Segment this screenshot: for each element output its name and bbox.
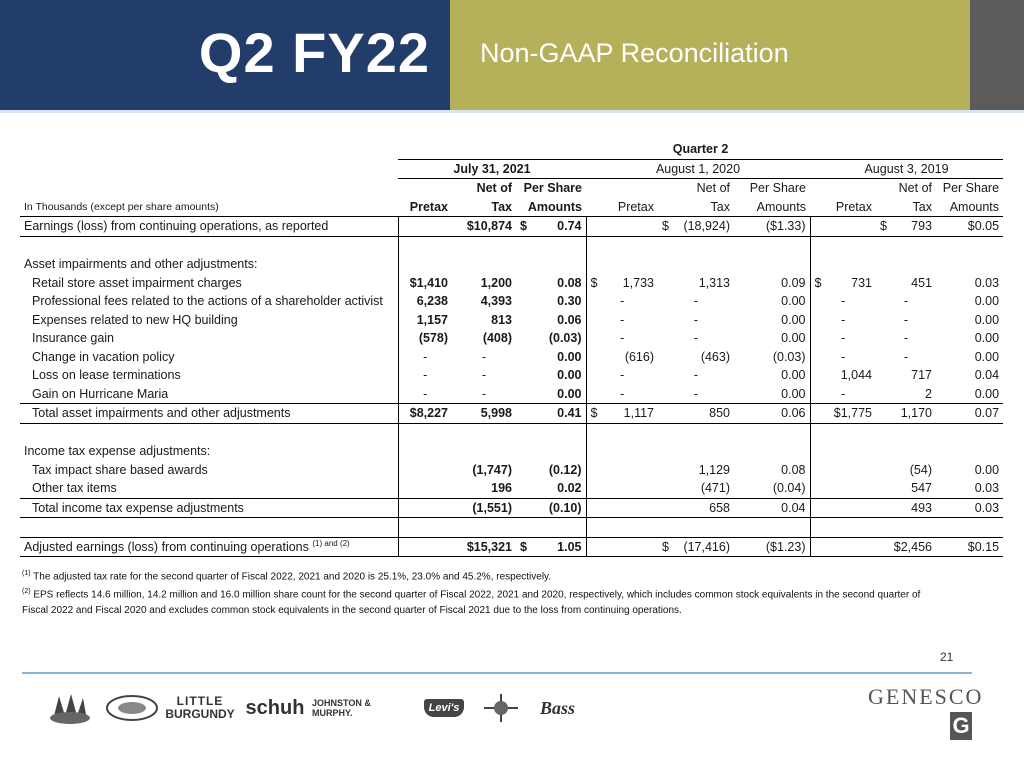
cell: 717 [911,368,932,383]
row-earnings [20,217,1003,237]
cell: $10,874 [452,217,516,237]
cell: - [810,348,876,367]
cell: $ (18,924) [658,217,734,237]
cell: 0.03 [974,275,1000,290]
cell: 0.00 [781,312,806,327]
little-burgundy-logo: LITTLE BURGUNDY [165,694,235,721]
dockers-logo [478,690,524,726]
cell: 1,129 [698,462,730,477]
period-2020: August 1, 2020 [586,159,810,179]
cell [398,461,452,480]
cell: 1,200 [480,275,512,290]
row-tax-header [20,442,1003,461]
cell: - [903,331,909,346]
cell: - [903,349,909,364]
cell: 813 [491,312,512,327]
cell: - [481,368,487,383]
cell: - [481,349,487,364]
net-of-header: Net of [876,179,936,198]
cell: - [810,329,876,348]
tax-header: Tax [710,199,730,214]
net-of-header: Net of [452,179,516,198]
cell [810,498,876,518]
footnote-ref: (1) and (2) [312,539,350,549]
cell [810,479,876,498]
cell: (471) [700,481,730,496]
reconciliation-table [20,140,1003,557]
cell [398,479,452,498]
cell: (0.04) [772,481,806,496]
cell: - [481,386,487,401]
cell [586,498,658,518]
period-2019: August 3, 2019 [810,159,1003,179]
per-share-header: Per Share [516,179,586,198]
journeys-logo [45,690,95,726]
amounts-header: Amounts [756,199,806,214]
cell [398,537,452,557]
pretax-header: Pretax [617,199,654,214]
cell: 196 [491,481,512,496]
cell: 1,157 [398,311,452,330]
row-professional [20,292,1003,311]
cell: 0.03 [936,498,1003,518]
cell: 0.06 [557,312,582,327]
cell: - [586,366,658,385]
cell: 2 [925,386,932,401]
cell: - [586,311,658,330]
cell: 0.00 [974,462,1000,477]
cell: - [398,385,452,404]
little-burgundy-kids-logo [105,690,160,726]
pretax-header: Pretax [409,199,448,214]
cell: - [693,368,699,383]
cell: - [810,385,876,404]
slide-title: Q2 FY22 [198,21,430,84]
row-adjusted [20,537,1003,557]
cell: (463) [700,349,730,364]
row-label: Change in vacation policy [32,349,175,364]
cell: - [693,386,699,401]
row-lease [20,366,1003,385]
cell [586,479,658,498]
cell: 0.00 [781,386,806,401]
period-2021: July 31, 2021 [398,159,586,179]
row-label: Income tax expense adjustments: [24,444,211,459]
dollar-sign: $ [520,219,527,234]
cell: 0.00 [557,368,582,383]
cell: $ 0.74 [516,217,586,237]
cell: $0.05 [936,217,1003,237]
cell: 0.08 [557,275,582,290]
cell: 493 [876,498,936,518]
cell: - [586,329,658,348]
cell: (616) [586,348,658,367]
footer-divider [22,672,972,674]
cell: (0.12) [548,462,582,477]
col-header-row-2 [20,198,1003,217]
per-share-header: Per Share [936,179,1003,198]
dollar-sign: $ [590,275,598,290]
cell: (408) [482,331,512,346]
per-share-header: Per Share [734,179,810,198]
dollar-sign: $ [662,539,669,554]
row-other-tax [20,479,1003,498]
cell: 0.00 [781,368,806,383]
cell: 451 [911,275,932,290]
cell: 0.00 [557,349,582,364]
cell: 1,044 [810,366,876,385]
cell: $1,410 [398,274,452,293]
cell: ($1.33) [734,217,810,237]
row-hq [20,311,1003,330]
row-blank [20,236,1003,255]
period-row [20,159,1003,179]
row-tax-share [20,461,1003,480]
cell: 547 [911,481,932,496]
cell: 0.00 [974,312,1000,327]
row-label: Insurance gain [32,331,115,346]
levis-logo: Levi's [420,690,468,726]
cell: (0.03) [548,331,582,346]
row-label: Tax impact share based awards [32,462,208,477]
row-total-tax [20,498,1003,518]
header-divider [0,110,1024,113]
quarter-label: Quarter 2 [672,142,729,157]
footnote-2-cont: Fiscal 2022 and Fiscal 2020 and excludes common stock equivalents in the second quarter of Fiscal 2021 due to the loss from continuing operations. [22,605,682,616]
cell: 4,393 [480,294,512,309]
row-label: Loss on lease terminations [32,368,181,383]
row-label: Expenses related to new HQ building [32,312,238,327]
cell: - [693,294,699,309]
cell: (578) [398,329,452,348]
cell: 0.30 [557,294,582,309]
cell [810,537,876,557]
dollar-sign: $ [662,219,669,234]
quarter-row [20,140,1003,159]
cell: $ 1.05 [516,537,586,557]
pretax-header: Pretax [835,199,872,214]
cell: 0.04 [734,498,810,518]
row-label: Asset impairments and other adjustments: [24,257,258,272]
dollar-sign: $ [590,406,598,421]
cell: 0.00 [781,331,806,346]
cell: 1,170 [876,404,936,424]
cell: $ 793 [876,217,936,237]
cell: $8,227 [398,404,452,424]
johnston-murphy-logo: JOHNSTON & MURPHY. [312,698,371,718]
cell: 0.03 [974,481,1000,496]
genesco-g-mark: G [950,712,972,740]
cell [398,498,452,518]
cell: $ 1,733 [586,274,658,293]
dollar-sign: $ [520,539,527,554]
cell [586,217,658,237]
col-header-row-1 [20,179,1003,198]
cell: 6,238 [398,292,452,311]
cell: $2,456 [876,537,936,557]
cell: 0.00 [557,386,582,401]
cell: 0.00 [781,294,806,309]
cell: - [810,292,876,311]
cell [398,217,452,237]
cell: 0.02 [557,481,582,496]
cell: 0.07 [936,404,1003,424]
row-label: Other tax items [32,481,117,496]
row-label: Earnings (loss) from continuing operations, as reported [20,217,398,237]
cell: - [693,331,699,346]
units-label: In Thousands (except per share amounts) [24,200,219,213]
dollar-sign: $ [814,275,822,290]
cell: $0.15 [936,537,1003,557]
cell: - [810,311,876,330]
cell: $ 1,117 [586,404,658,424]
row-blank [20,423,1003,442]
cell: (1,747) [472,462,512,477]
cell: 658 [658,498,734,518]
cell: - [398,348,452,367]
page-number: 21 [940,650,954,664]
amounts-header: Amounts [527,199,582,214]
cell [586,461,658,480]
genesco-logo: GENESCO [868,684,984,709]
cell: (1,551) [452,498,516,518]
slide-subtitle: Non-GAAP Reconciliation [480,38,789,68]
cell: - [398,366,452,385]
row-retail [20,274,1003,293]
footnote-1: $^{(1)}$ The adjusted tax rate for the second quarter of Fiscal 2022, 2021 and 2020 is 25.1%, 23.0% and 45.2%, respectively. [22,570,552,583]
cell: 850 [658,404,734,424]
cell: - [586,292,658,311]
cell [810,461,876,480]
cell: $1,775 [810,404,876,424]
row-asset-header [20,255,1003,274]
cell: 0.00 [974,349,1000,364]
cell: $ 731 [810,274,876,293]
cell: 5,998 [452,404,516,424]
cell [810,217,876,237]
cell: 0.04 [974,368,1000,383]
dollar-sign: $ [880,219,887,234]
row-total-asset [20,404,1003,424]
tax-header: Tax [912,199,932,214]
cell: (0.10) [516,498,586,518]
row-insurance [20,329,1003,348]
cell: $15,321 [452,537,516,557]
amounts-header: Amounts [949,199,1000,214]
cell: - [903,312,909,327]
cell: - [586,385,658,404]
cell: (0.03) [772,349,806,364]
cell: 0.08 [781,462,806,477]
net-of-header: Net of [658,179,734,198]
cell: 0.09 [781,275,806,290]
cell: 0.41 [516,404,586,424]
cell: 0.06 [734,404,810,424]
cell: 0.00 [974,294,1000,309]
row-label: Total asset impairments and other adjustments [20,404,398,424]
cell [586,537,658,557]
cell: 1,313 [698,275,730,290]
cell: 0.00 [974,386,1000,401]
row-blank [20,518,1003,538]
schuh-logo: schuh [245,696,305,719]
cell: (54) [909,462,932,477]
row-vacation [20,348,1003,367]
cell: - [693,312,699,327]
header-gray-panel [970,0,1024,110]
row-label: Adjusted earnings (loss) from continuing operations $^{(1) and (2)}$ [20,537,398,557]
cell: - [903,294,909,309]
row-hurricane [20,385,1003,404]
tax-header: Tax [491,199,512,214]
footnote-2: $^{(2)}$ EPS reflects 14.6 million, 14.2 million and 16.0 million share count for the second quarter of Fiscal 2022, 2021 and 2020, respectively, which includes common stock equivalents in the second quarter of [22,588,921,601]
row-label: Total income tax expense adjustments [20,498,398,518]
row-label: Retail store asset impairment charges [32,275,242,290]
cell: 0.00 [974,331,1000,346]
row-label: Gain on Hurricane Maria [32,386,169,401]
cell: $ (17,416) [658,537,734,557]
cell: ($1.23) [734,537,810,557]
bass-logo: Bass [539,697,575,718]
row-label: Professional fees related to the actions of a shareholder activist [32,294,383,309]
